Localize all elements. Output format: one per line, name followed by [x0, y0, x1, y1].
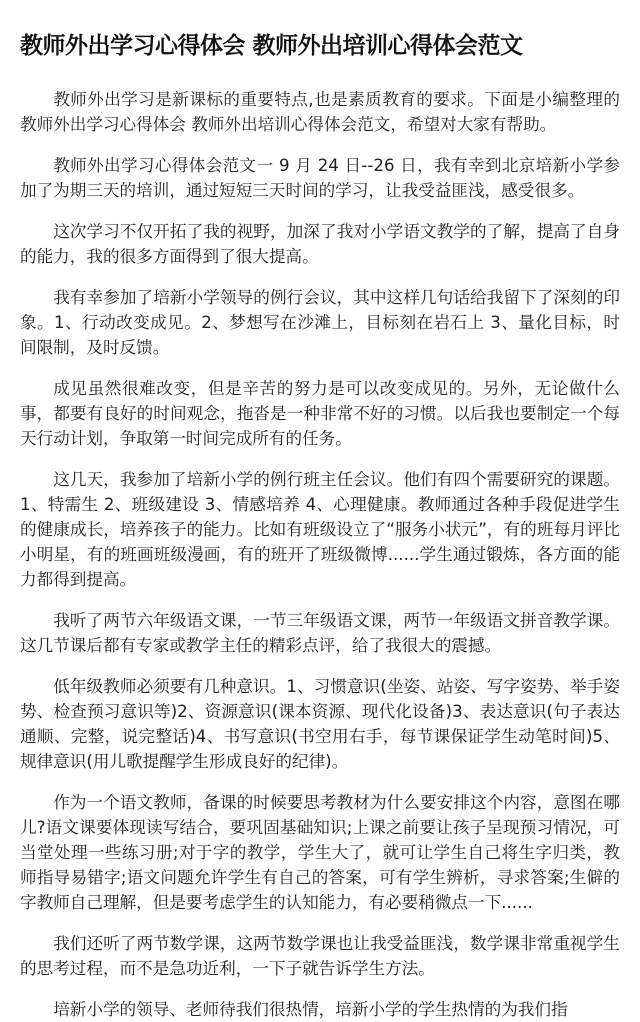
paragraph: 成见虽然很难改变，但是辛苦的努力是可以改变成见的。另外，无论做什么事，都要有良好的时间观念，拖沓是一种非常不好的习惯。以后我也要制定一个每天行动计划，争取第一时间完成所有的任务。 [20, 379, 620, 448]
paragraph: 我听了两节六年级语文课，一节三年级语文课，两节一年级语文拼音教学课。这几节课后都有专家或教学主任的精彩点评，给了我很大的震撼。 [20, 611, 620, 655]
paragraph: 这次学习不仅开拓了我的视野，加深了我对小学语文教学的了解，提高了自身的能力，我的很多方面得到了很大提高。 [20, 222, 620, 266]
paragraph: 这几天，我参加了培新小学的例行班主任会议。他们有四个需要研究的课题。1、特需生 2、班级建设 3、情感培养 4、心理健康。教师通过各种手段促进学生的健康成长，培养孩子的能力。比如有班级设立了“服务小状元”，有的班每月评比小明星，有的班画班级漫画，有的班开了班级微博......学生通过锻炼，各方面的能力都得到提高。 [20, 470, 620, 589]
paragraph: 教师外出学习是新课标的重要特点,也是素质教育的要求。下面是小编整理的教师外出学习心得体会 教师外出培训心得体会范文，希望对大家有帮助。 [20, 90, 620, 134]
paragraph: 我们还听了两节数学课，这两节数学课也让我受益匪浅，数学课非常重视学生的思考过程，而不是急功近利，一下子就告诉学生方法。 [20, 934, 620, 978]
paragraph: 教师外出学习心得体会范文一 9 月 24 日--26 日，我有幸到北京培新小学参加了为期三天的培训，通过短短三天时间的学习，让我受益匪浅，感受很多。 [20, 156, 620, 200]
paragraph: 我有幸参加了培新小学领导的例行会议，其中这样几句话给我留下了深刻的印象。1、行动改变成见。2、梦想写在沙滩上，目标刻在岩石上 3、量化目标，时间限制，及时反馈。 [20, 288, 620, 357]
paragraph: 低年级教师必须要有几种意识。1、习惯意识(坐姿、站姿、写字姿势、举手姿势、检查预习意识等)2、资源意识(课本资源、现代化设备)3、表达意识(句子表达通顺、完整，说完整话)4、书写意识(书空用右手，每节课保证学生动笔时间)5、规律意识(用儿歌提醒学生形成良好的纪律)。 [20, 677, 620, 771]
article-title: 教师外出学习心得体会 教师外出培训心得体会范文 [20, 33, 523, 59]
article-body [20, 87, 620, 1022]
paragraph: 培新小学的领导、老师待我们很热情，培新小学的学生热情的为我们指 [53, 1000, 568, 1019]
paragraph: 作为一个语文教师，备课的时候要思考教材为什么要安排这个内容，意图在哪儿?语文课要体现读写结合，要巩固基础知识;上课之前要让孩子呈现预习情况，可当堂处理一些练习册;对于字的教学，学生大了，就可让学生自己将生字归类，教师指导易错字;语文问题允许学生有自己的答案，可有学生辨析，寻求答案;生僻的字教师自己理解，但是要考虑学生的认知能力，有必要稍微点一下...... [20, 793, 620, 912]
